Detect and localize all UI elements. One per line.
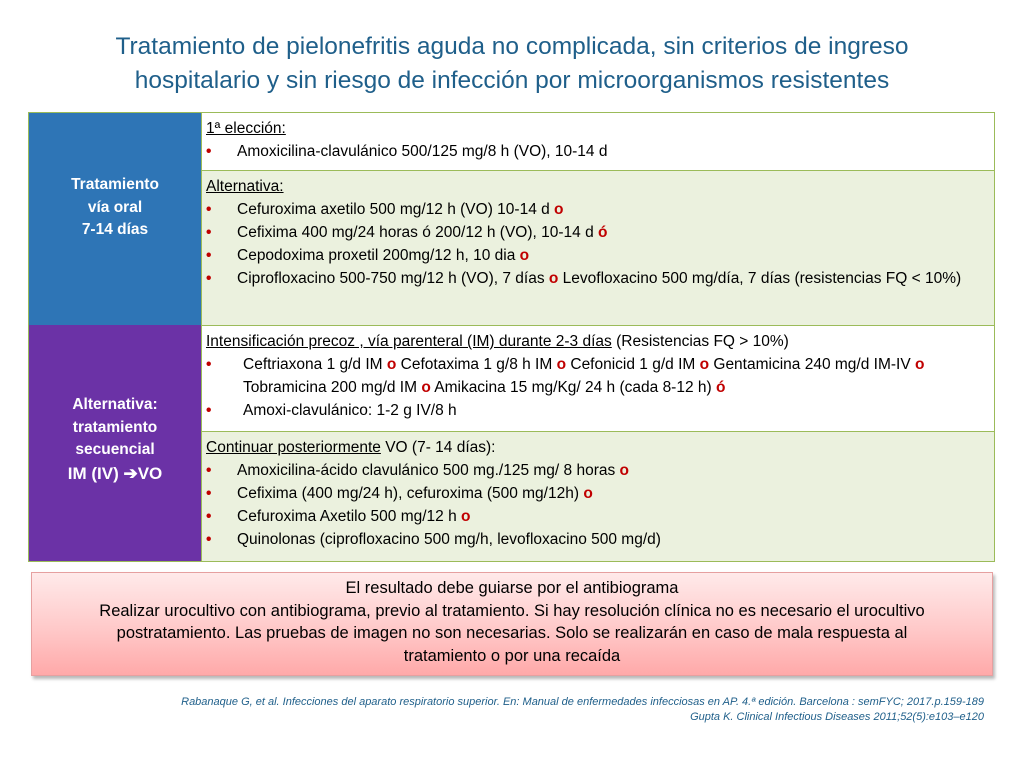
or-connector: o (583, 485, 593, 502)
alternative-oral-heading: Alternativa: (206, 178, 284, 195)
seq-label-line-3: secuencial (75, 441, 155, 459)
first-choice-cell (201, 113, 994, 170)
oral-label-line-1: Tratamiento (71, 176, 159, 194)
continue-heading-line (206, 436, 988, 459)
seq-label-line-1: Alternativa: (72, 396, 158, 414)
treatment-table (28, 112, 995, 562)
continue-heading-note: VO (7- 14 días): (380, 439, 496, 456)
list-item: • Quinolonas (ciprofloxacino 500 mg/h, levofloxacino 500 mg/d) (206, 528, 988, 551)
or-connector: o (519, 247, 530, 264)
list-item: • Cefuroxima Axetilo 500 mg/12 h o (206, 505, 988, 528)
or-connector: o (548, 270, 559, 287)
antibiogram-note-box (31, 572, 993, 676)
oral-label-line-3: 7-14 días (81, 221, 149, 239)
or-connector: o (556, 356, 567, 373)
list-item: • Cefixima (400 mg/24 h), cefuroxima (500 mg/12h) o (206, 482, 988, 505)
continue-oral-list (206, 459, 988, 551)
list-item: • Cefixima 400 mg/24 horas ó 200/12 h (VO), 10-14 d ó (206, 221, 988, 244)
slide-title (40, 30, 984, 98)
parenteral-heading-note: (Resistencias FQ > 10%) (611, 333, 789, 350)
first-choice-list (206, 140, 988, 163)
alternative-oral-cell (201, 170, 994, 325)
references (181, 695, 984, 725)
note-line-1: El resultado debe guiarse por el antibiograma (345, 579, 679, 597)
or-connector: o (699, 356, 710, 373)
note-line-4: tratamiento o por una recaída (403, 646, 621, 665)
reference-1: Rabanaque G, et al. Infecciones del aparato respiratorio superior. En: Manual de enfermedades infecciosas en AP. 4.ª edición. Barcelona : semFYC; 2017.p.159-189 (181, 696, 984, 708)
list-item: • Ciprofloxacino 500-750 mg/12 h (VO), 7 días o Levofloxacino 500 mg/día, 7 días (resistencias FQ < 10%) (206, 267, 988, 290)
or-connector: o (554, 201, 564, 218)
oral-treatment-label (29, 113, 201, 325)
parenteral-list (206, 353, 988, 422)
or-connector: ó (715, 379, 726, 396)
or-connector: o (619, 462, 629, 479)
title-line-1: Tratamiento de pielonefritis aguda no complicada, sin criterios de ingreso (115, 33, 909, 60)
list-item: • Amoxi-clavulánico: 1-2 g IV/8 h (206, 399, 988, 422)
sequential-treatment-label (29, 325, 201, 561)
note-line-3: postratamiento. Las pruebas de imagen no son necesarias. Solo se realizarán en caso de mala respuesta al (116, 624, 908, 642)
parenteral-heading: Intensificación precoz , vía parenteral (IM) durante 2-3 días (206, 333, 612, 350)
note-line-2: Realizar urocultivo con antibiograma, previo al tratamiento. Si hay resolución clínica no es necesario el urocultivo (99, 601, 925, 620)
list-item: • Cefuroxima axetilo 500 mg/12 h (VO) 10-14 d o (206, 198, 988, 221)
or-connector: o (386, 356, 397, 373)
parenteral-heading-line (206, 330, 988, 353)
seq-label-line-2: tratamiento (72, 418, 158, 436)
oral-label-line-2: vía oral (87, 198, 143, 216)
or-connector: ó (598, 224, 608, 241)
list-item: • Ceftriaxona 1 g/d IM o Cefotaxima 1 g/8 h IM o Cefonicid 1 g/d IM o Gentamicina 240 mg/d IM-IV o Tobramicina 200 mg/d IM o Amikacina 15 mg/Kg/ 24 h (cada 8-12 h) ó (206, 353, 988, 399)
continue-oral-cell (201, 431, 994, 561)
continue-heading: Continuar posteriormente (206, 439, 381, 456)
list-item: • Cepodoxima proxetil 200mg/12 h, 10 dia o (206, 244, 988, 267)
seq-label-route (68, 462, 163, 486)
list-item: • Amoxicilina-clavulánico 500/125 mg/8 h (VO), 10-14 d (206, 140, 988, 163)
title-line-2: hospitalario y sin riesgo de infección por microorganismos resistentes (134, 67, 890, 94)
route-to: VO (137, 463, 163, 483)
right-arrow-icon: ➔ (123, 463, 138, 483)
or-connector: o (461, 508, 471, 525)
route-from: IM (IV) (67, 463, 124, 483)
or-connector: o (914, 356, 925, 373)
or-connector: o (421, 379, 431, 396)
alternative-oral-list (206, 198, 988, 290)
parenteral-cell (201, 325, 994, 431)
list-item: • Amoxicilina-ácido clavulánico 500 mg./125 mg/ 8 horas o (206, 459, 988, 482)
reference-2: Gupta K. Clinical Infectious Diseases 2011;52(5):e103–e120 (690, 711, 984, 723)
first-choice-heading: 1ª elección: (206, 120, 286, 137)
